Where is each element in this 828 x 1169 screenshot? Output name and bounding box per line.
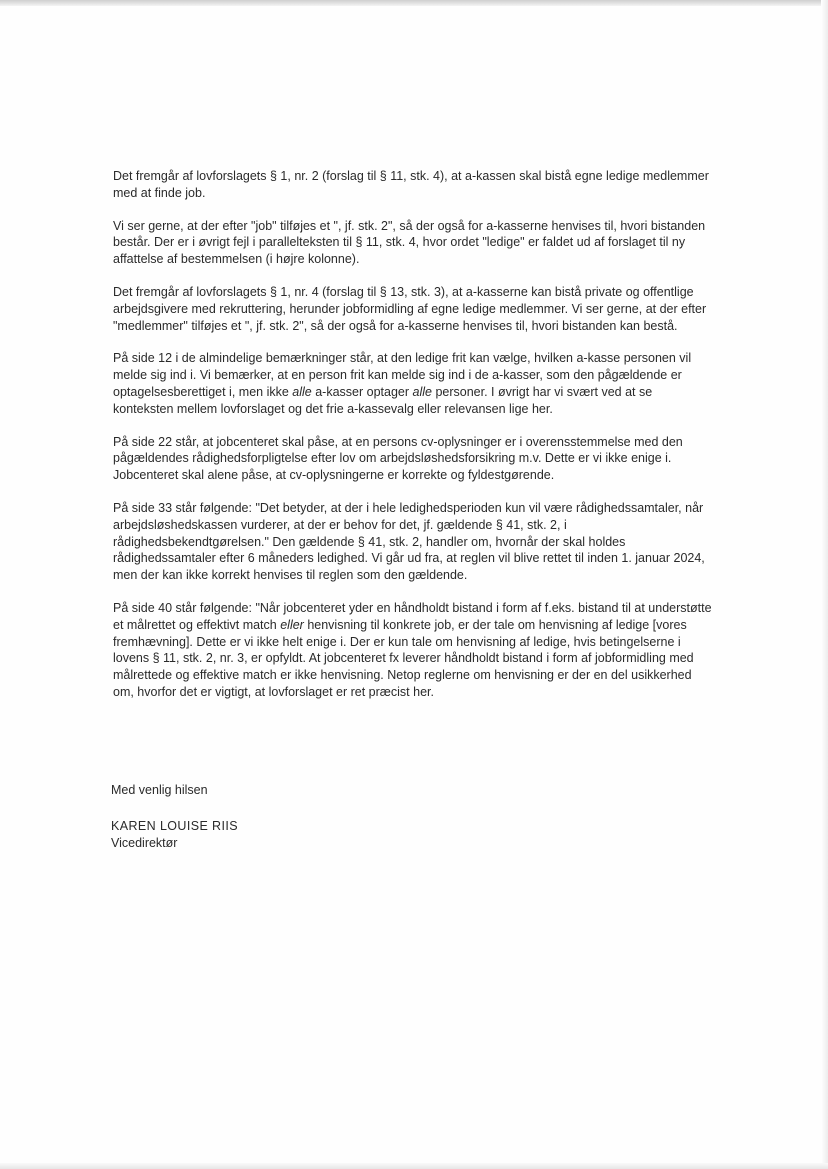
paragraph-text: På side 22 står, at jobcenteret skal påse, at en persons cv-oplysninger er i overensstemmelse med den pågældendes rådighedsforpligtelse efter lov om arbejdsløshedsforsikring m.v. Dette er vi ikke enige i. Jobcenteret skal alene påse, at cv-oplysningerne er korrekte og fyldestgørende. xyxy=(113,434,683,483)
paragraph-text: Vi ser gerne, at der efter "job" tilføjes et ", jf. stk. 2", så der også for a-kasserne henvises til, hvori bistanden består. Der er i øvrigt fejl i parallelteksten til § 11, stk. 4, hvor ordet "ledige" er faldet ud af forslaget til ny affattelse af bestemmelsen (i højre kolonne). xyxy=(113,218,706,267)
body-paragraph xyxy=(113,500,713,584)
paragraph-text: På side 33 står følgende: "Det betyder, at der i hele ledighedsperioden kun vil være rådighedssamtaler, når arbejdsløshedskassen vurderer, at der er behov for det, jf. gældende § 41, stk. 2, i rådighedsbekendtgørelsen." Den gældende § 41, stk. 2, handler om, hvornår der skal holdes rådighedssamtaler efter 6 måneders ledighed. Vi går ud fra, at reglen vil blive rettet til inden 1. januar 2024, men der kan ikke korrekt henvises til reglen som den gældende. xyxy=(113,500,705,583)
scan-edge-top xyxy=(0,0,828,6)
body-paragraph xyxy=(113,600,713,701)
paragraph-text: personer. I øvrigt har vi svært ved at se konteksten mellem lovforslaget og det frie a-kassevalg eller relevansen lige her. xyxy=(113,384,653,416)
paragraph-text: Det fremgår af lovforslagets § 1, nr. 2 (forslag til § 11, stk. 4), at a-kassen skal bistå egne ledige medlemmer med at finde job. xyxy=(113,169,709,200)
body-paragraph xyxy=(113,284,713,334)
emphasis-text: alle xyxy=(292,384,312,399)
scan-edge-right xyxy=(821,0,828,1169)
scan-edge-bottom xyxy=(0,1163,828,1169)
signatory-title: Vicedirektør xyxy=(111,835,178,850)
body-paragraph xyxy=(113,168,713,202)
paragraph-text: På side 12 i de almindelige bemærkninger står, at den ledige frit kan vælge, hvilken a-kasse personen vil melde sig ind i. Vi bemærker, at en person frit kan melde sig ind i de a-kasser, som den pågældende er optagelsesberettiget i, men ikke xyxy=(113,351,692,399)
signature-block xyxy=(111,782,411,851)
paragraph-text: På side 40 står følgende: "Når jobcenteret yder en håndholdt bistand i form af f.eks. bistand til at understøtte et målrettet og effektivt match xyxy=(113,600,712,632)
paragraph-text: henvisning til konkrete job, er der tale om henvisning af ledige [vores fremhævning]. Dette er vi ikke helt enige i. Der er kun tale om henvisning af ledige, hvis betingelserne i lovens § 11, stk. 2, nr. 3, er opfyldt. At jobcenteret fx leverer håndholdt bistand i form af jobformidling med målrettede og effektive match er ikke henvisning. Netop reglerne om henvisning er der en del usikkerhed om, hvorfor det er vigtigt, at lovforslaget er ret præcist her. xyxy=(113,617,694,699)
body-paragraph xyxy=(113,350,713,417)
paragraph-text: a-kasser optager xyxy=(311,384,413,399)
emphasis-text: eller xyxy=(280,617,304,632)
signatory-name: KAREN LOUISE RIIS xyxy=(111,818,238,833)
body-paragraph xyxy=(113,434,713,484)
letter-body xyxy=(113,168,713,717)
paragraph-text: Det fremgår af lovforslagets § 1, nr. 4 (forslag til § 13, stk. 3), at a-kasserne kan bistå private og offentlige arbejdsgivere med rekruttering, herunder jobformidling af egne ledige medlemmer. Vi ser gerne, at der efter "medlemmer" tilføjes et ", jf. stk. 2", så der også for a-kasserne henvises til, hvori bistanden kan bestå. xyxy=(113,284,707,333)
emphasis-text: alle xyxy=(412,384,432,399)
body-paragraph xyxy=(113,218,713,268)
closing-greeting: Med venlig hilsen xyxy=(111,783,208,797)
